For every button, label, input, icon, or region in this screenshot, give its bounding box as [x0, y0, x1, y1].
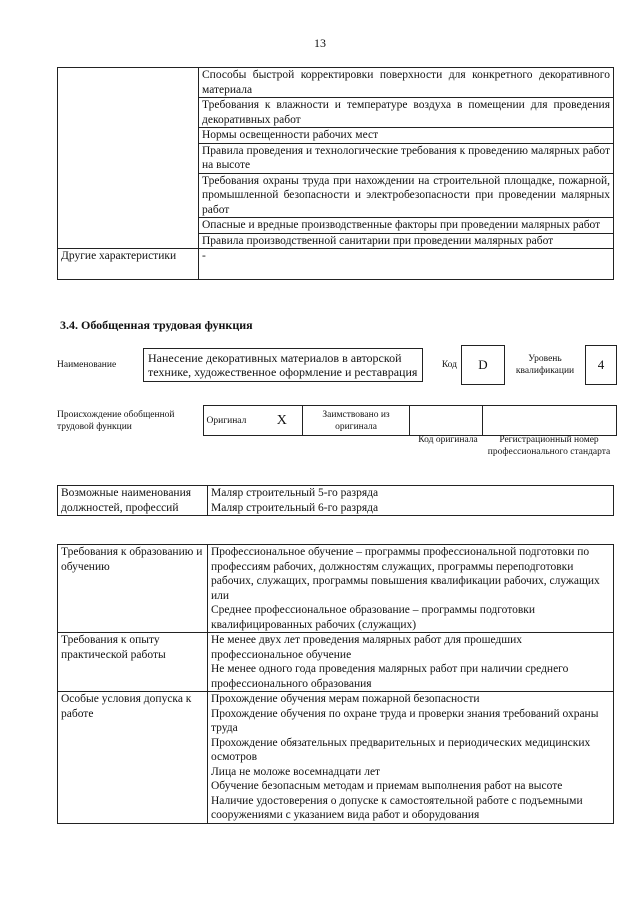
code-original-caption: Код оригинала — [418, 435, 478, 445]
requirement-item: Профессиональное обучение – программы профессиональной подготовки по профессиям рабочих, должностям служащих, программы переподготовки рабочих, служащих, программы повышения квалификации рабочих, служащих — [211, 546, 600, 587]
origin-label: Происхождение обобщенной трудовой функции — [57, 409, 175, 432]
requirement-item: или — [211, 589, 230, 602]
knowledge-item: Требования к влажности и температуре воздуха в помещении для проведения декоративных работ — [199, 98, 614, 128]
table-row — [58, 249, 614, 280]
code-label: Код — [441, 360, 457, 370]
positions-label: Возможные наименования должностей, профессий — [58, 486, 208, 516]
table-row — [58, 68, 614, 98]
level-value: 4 — [585, 345, 617, 385]
knowledge-item: Способы быстрой корректировки поверхности для конкретного декоративного материала — [199, 68, 614, 98]
requirement-item: Не менее двух лет проведения малярных работ для прошедших профессиональное обучение — [211, 634, 523, 661]
knowledge-item: Требования охраны труда при нахождении на строительной площадке, пожарной, промышленной безопасности и электробезопасности при проведении малярных работ — [199, 173, 614, 218]
function-name: Нанесение декоративных материалов в авторской технике, художественное оформление и реставрация — [143, 348, 423, 382]
requirement-item: Наличие удостоверения о допуске к самостоятельной работе с подъемными сооружениями с указанием вида работ и оборудования — [211, 794, 583, 821]
original-label: Оригинал — [203, 406, 274, 436]
position-item: Маляр строительный 6-го разряда — [211, 501, 379, 514]
positions-table — [57, 485, 614, 516]
table-row — [58, 545, 614, 633]
requirement-item: Прохождение обучения мерам пожарной безопасности — [211, 693, 480, 705]
code-value: D — [461, 345, 505, 385]
table-row — [58, 486, 614, 516]
page-number: 13 — [314, 36, 326, 50]
level-label: Уровень квалификации — [515, 354, 575, 376]
row-label — [58, 68, 199, 249]
function-header — [57, 345, 617, 385]
knowledge-item: Правила проведения и технологические требования к проведению малярных работ на высоте — [199, 143, 614, 173]
knowledge-table — [57, 67, 614, 280]
row-label: Другие характеристики — [58, 249, 199, 280]
origin-table — [57, 405, 617, 436]
table-row — [58, 633, 614, 692]
original-mark: X — [274, 406, 303, 436]
code-original-cell — [410, 406, 483, 436]
requirement-item: Прохождение обучения по охране труда и проверки знания требований охраны труда — [211, 707, 599, 734]
position-item: Маляр строительный 5-го разряда — [211, 487, 379, 499]
knowledge-item: Нормы освещенности рабочих мест — [199, 128, 614, 144]
requirement-item: Среднее профессиональное образование – программы подготовки квалифицированных рабочих (служащих) — [211, 604, 536, 631]
table-row — [58, 692, 614, 824]
requirements-table — [57, 544, 614, 824]
name-label: Наименование — [57, 360, 117, 370]
section-title: 3.4. Обобщенная трудовая функция — [60, 318, 253, 332]
reg-number-caption: Регистрационный номер профессионального стандарта — [487, 435, 611, 457]
knowledge-item: Опасные и вредные производственные факторы при проведении малярных работ — [199, 218, 614, 234]
admission-label: Особые условия допуска к работе — [58, 692, 208, 824]
requirement-item: Обучение безопасным методам и приемам выполнения работ на высоте — [211, 780, 563, 792]
other-characteristics-value: - — [199, 249, 614, 280]
requirement-item: Прохождение обязательных предварительных и периодических медицинских осмотров — [211, 736, 591, 763]
experience-label: Требования к опыту практической работы — [58, 633, 208, 692]
reg-number-cell — [483, 406, 617, 436]
knowledge-item: Правила производственной санитарии при проведении малярных работ — [199, 233, 614, 249]
requirement-item: Не менее одного года проведения малярных работ при наличии среднего профессионального образования — [211, 663, 569, 690]
requirement-item: Лица не моложе восемнадцати лет — [211, 765, 381, 778]
borrowed-label: Заимствовано из оригинала — [302, 406, 409, 436]
education-label: Требования к образованию и обучению — [58, 545, 208, 633]
